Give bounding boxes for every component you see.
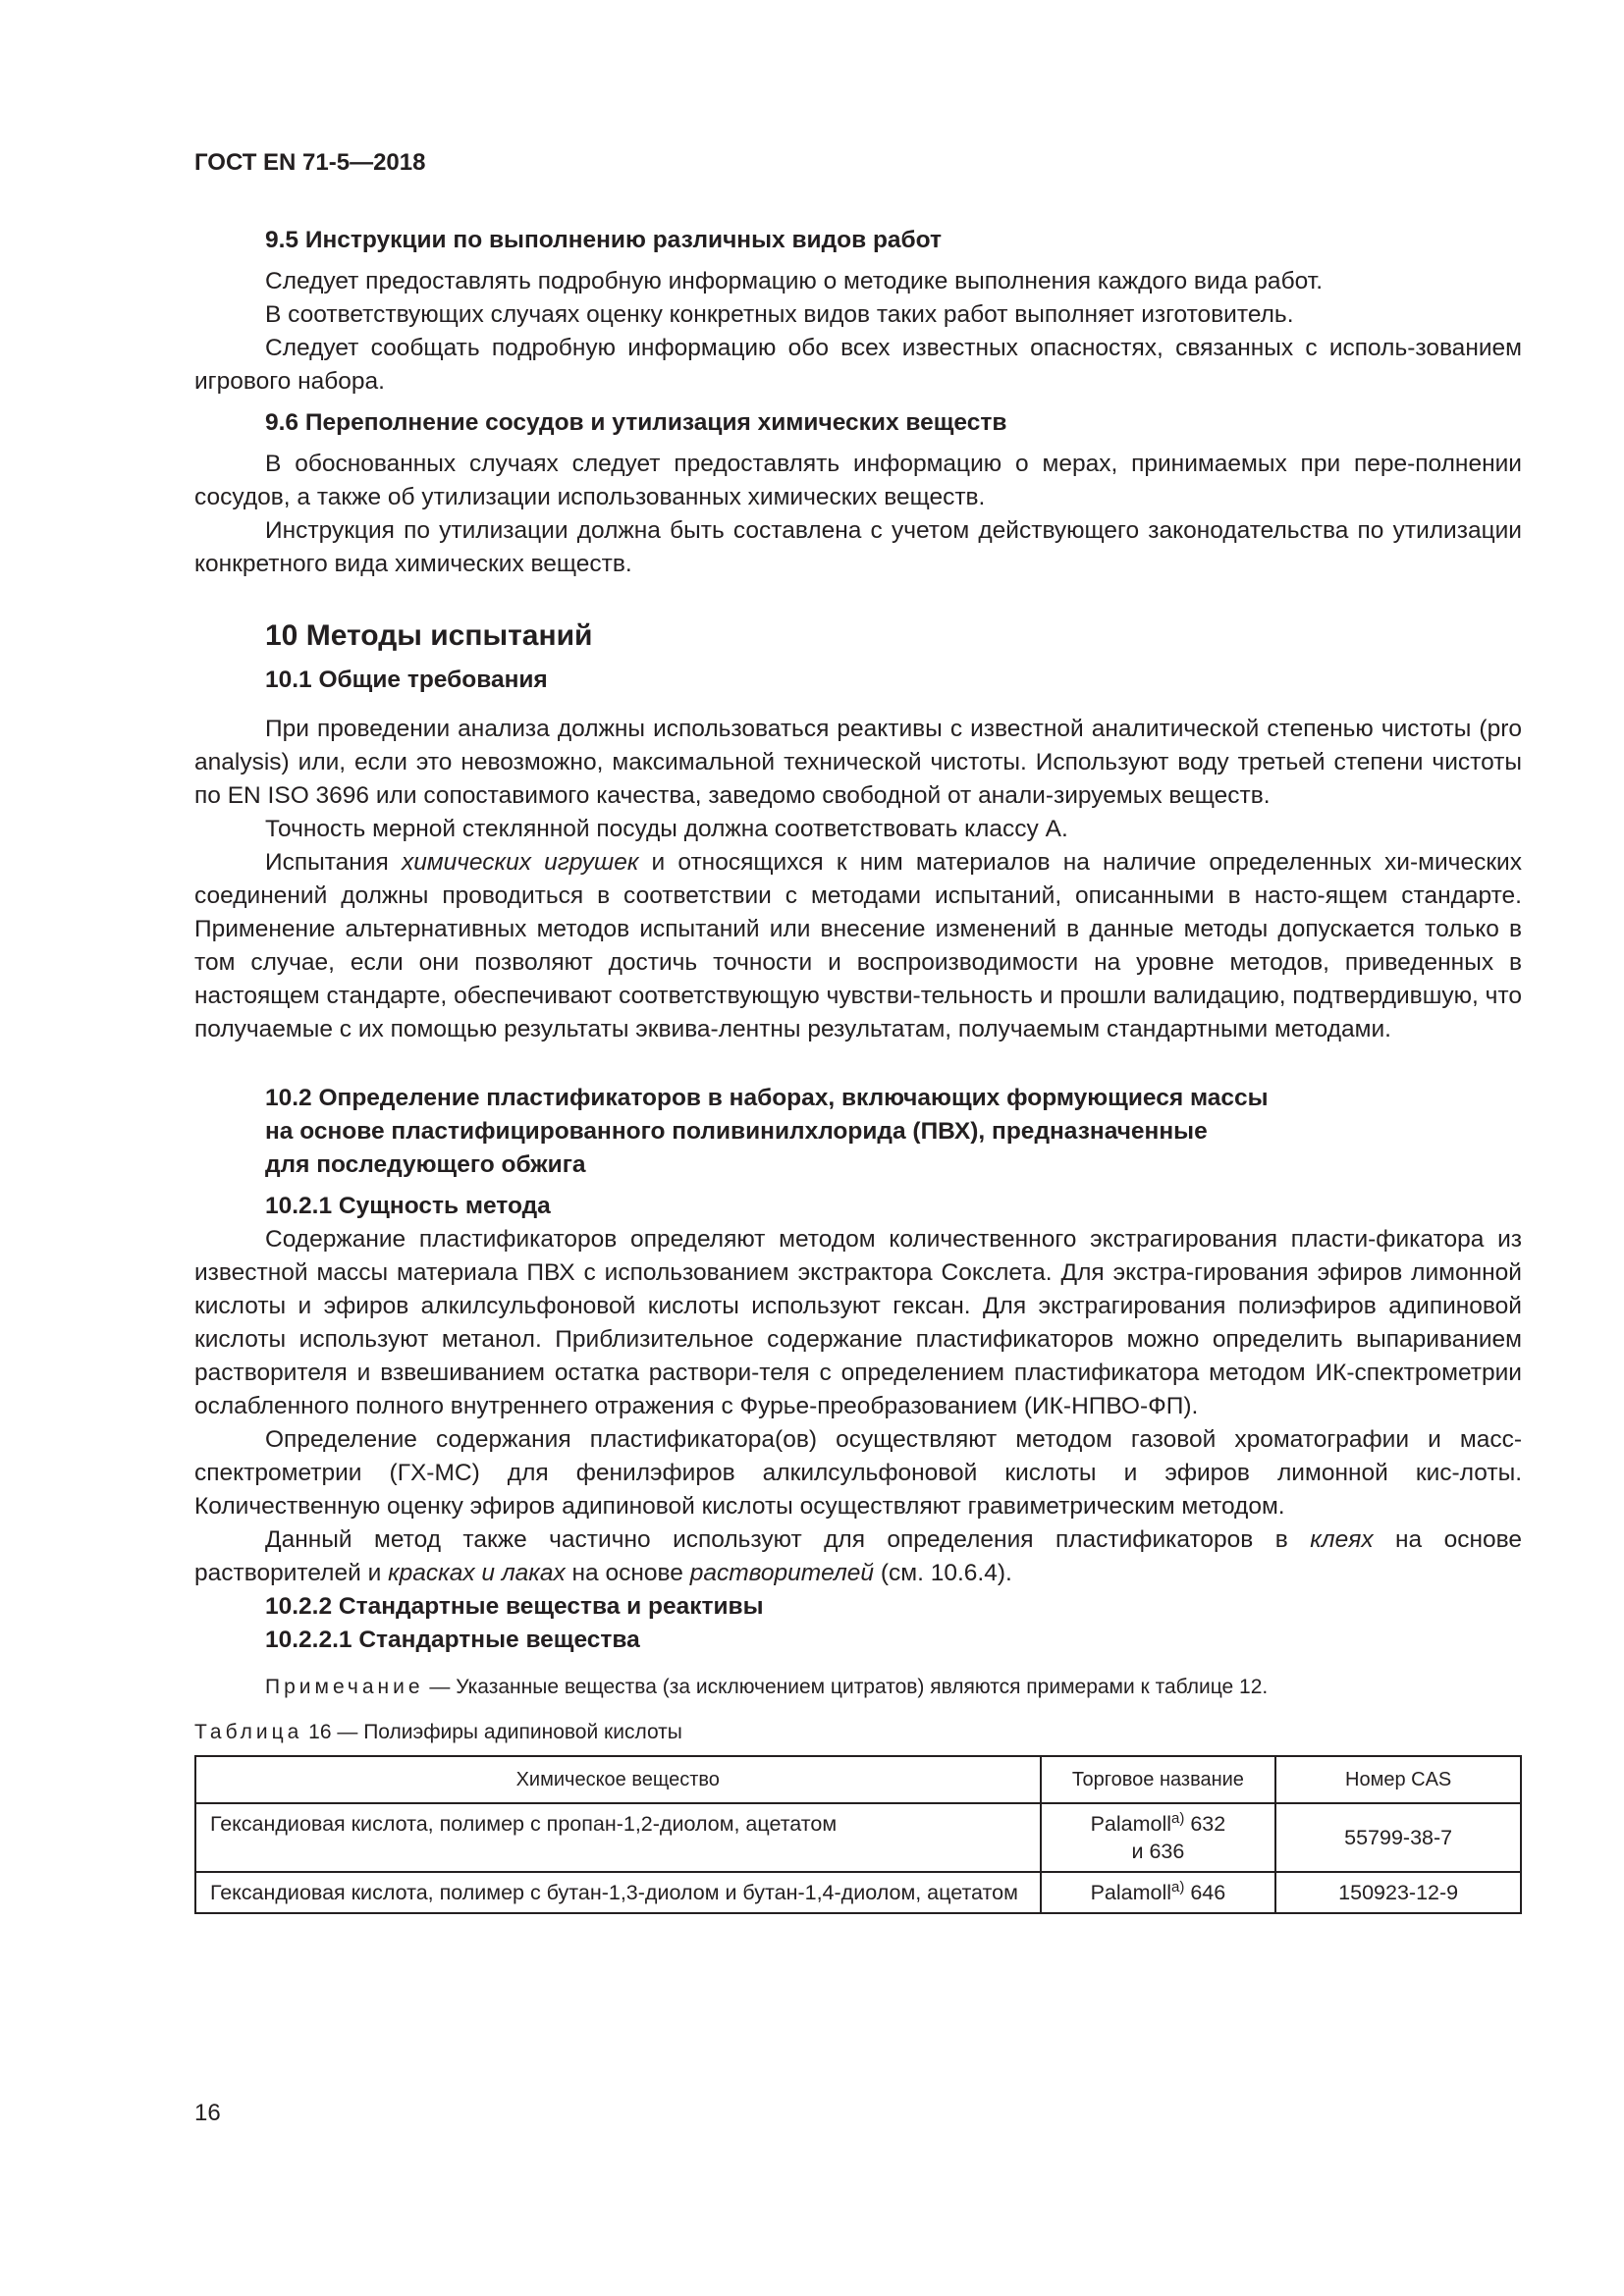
column-header: Номер CAS <box>1275 1756 1521 1803</box>
paragraph: Определение содержания пластификатора(ов) осуществляют методом газовой хроматографии и масс-спектрометрии (ГХ-МС) для фенилэфиров алкилсульфоновой кислоты и эфиров лимонной кис-лоты. Количественную оценку эфиров адипиновой кислоты осуществляют гравиметрическим методом. <box>194 1426 1522 1520</box>
paragraph <box>194 1523 1522 1590</box>
section-heading-10-2-1: 10.2.1 Сущность метода <box>265 1193 551 1219</box>
emphasis-term: растворителей <box>689 1560 875 1586</box>
document-header: ГОСТ EN 71-5—2018 <box>194 149 426 176</box>
paragraph <box>194 846 1522 1046</box>
table-16 <box>194 1755 1522 1914</box>
table-cell: 150923-12-9 <box>1275 1872 1521 1913</box>
table-cell: Гександиовая кислота, полимер с бутан-1,3-диолом и бутан-1,4-диолом, ацетатом <box>195 1872 1041 1913</box>
section-heading-10-2-2-1: 10.2.2.1 Стандартные вещества <box>265 1627 640 1653</box>
document-body <box>194 224 1522 1914</box>
table-cell: 55799-38-7 <box>1275 1803 1521 1872</box>
text-run: на основе растворителей и <box>194 1526 1522 1586</box>
heading-line: на основе пластифицированного поливинилхлорида (ПВХ), предназначенные <box>265 1118 1208 1145</box>
section-heading-10: 10 Методы испытаний <box>265 619 593 652</box>
paragraph: Следует сообщать подробную информацию обо всех известных опасностях, связанных с исполь-зованием игрового набора. <box>194 335 1522 395</box>
table-header-row <box>195 1756 1521 1803</box>
section-heading-10-2-2: 10.2.2 Стандартные вещества и реактивы <box>265 1593 764 1620</box>
note <box>194 1673 1522 1702</box>
section-heading-10-2 <box>194 1082 1522 1182</box>
paragraph: Инструкция по утилизации должна быть составлена с учетом действующего законодательства по утилизации конкретного вида химических веществ. <box>194 517 1522 577</box>
trade-name: Palamoll <box>1090 1881 1172 1904</box>
table-row <box>195 1872 1521 1913</box>
page-number: 16 <box>194 2100 221 2126</box>
text-run: Данный метод также частично используют для определения пластификаторов в <box>265 1526 1311 1553</box>
emphasis-term: химических игрушек <box>401 849 639 876</box>
note-label: Примечание <box>265 1676 424 1698</box>
note-text: — Указанные вещества (за исключением цитратов) являются примерами к таблице 12. <box>423 1676 1269 1698</box>
paragraph: Следует предоставлять подробную информацию о методике выполнения каждого вида работ. <box>265 268 1323 294</box>
emphasis-term: клеях <box>1310 1526 1374 1553</box>
text-run: и относящихся к ним материалов на наличие определенных хи-мических соединений должны проводиться в соответствии с методами испытаний, описанными в насто-ящем стандарте. Применение альтернативных методов испытаний или внесение изменений в данные методы допускается только в том случае, если они позволяют достичь точности и воспроизводимости на уровне методов, приведенных в настоящем стандарте, обеспечивают соответствующую чувстви-тельность и прошли валидацию, подтвердившую, что получаемые с их помощью результаты эквива-лентны результатам, получаемым стандартными методами. <box>194 849 1522 1042</box>
trade-name: Palamoll <box>1090 1812 1172 1836</box>
table-cell: Гександиовая кислота, полимер с пропан-1,2-диолом, ацетатом <box>195 1803 1041 1872</box>
text-run: (см. 10.6.4). <box>874 1560 1012 1586</box>
paragraph: В соответствующих случаях оценку конкретных видов таких работ выполняет изготовитель. <box>265 301 1294 328</box>
footnote-ref: а) <box>1171 1809 1185 1827</box>
section-heading-9-5: 9.5 Инструкции по выполнению различных видов работ <box>265 227 943 253</box>
text-run: на основе <box>565 1560 690 1586</box>
table-caption-label: Таблица <box>194 1721 303 1743</box>
paragraph: Содержание пластификаторов определяют методом количественного экстрагирования пласти-фикатора из известной массы материала ПВХ с использованием экстрактора Сокслета. Для экстра-гирования эфиров лимонной кислоты и эфиров алкилсульфоновой кислоты используют гексан. Для экстрагирования полиэфиров адипиновой кислоты используют метанол. Приблизительное содержание пластификаторов можно определить выпариванием растворителя и взвешиванием остатка раствори-теля с определением пластификатора методом ИК-спектрометрии ослабленного полного внутреннего отражения с Фурье-преобразованием (ИК-НПВО-ФП). <box>194 1226 1522 1419</box>
trade-number: 632 <box>1184 1812 1226 1836</box>
emphasis-term: красках и лаках <box>388 1560 566 1586</box>
paragraph: Точность мерной стеклянной посуды должна соответствовать классу А. <box>265 816 1068 842</box>
paragraph: При проведении анализа должны использоваться реактивы с известной аналитической степенью чистоты (pro analysis) или, если это невозможно, максимальной технической чистоты. Используют воду третьей степени чистоты по EN ISO 3696 или сопоставимого качества, заведомо свободной от анали-зируемых веществ. <box>194 716 1522 809</box>
trade-number-extra: и 636 <box>1131 1840 1185 1863</box>
trade-number: 646 <box>1184 1881 1226 1904</box>
table-row <box>195 1803 1521 1872</box>
column-header: Торговое название <box>1041 1756 1276 1803</box>
footnote-ref: а) <box>1171 1878 1185 1896</box>
table-caption-text: 16 — Полиэфиры адипиновой кислоты <box>302 1721 682 1743</box>
section-heading-10-1: 10.1 Общие требования <box>265 667 548 693</box>
text-run: Испытания <box>265 849 402 876</box>
table-cell <box>1041 1872 1276 1913</box>
column-header: Химическое вещество <box>195 1756 1041 1803</box>
table-cell <box>1041 1803 1276 1872</box>
heading-line: для последующего обжига <box>265 1151 586 1178</box>
heading-line: 10.2 Определение пластификаторов в наборах, включающих формующиеся массы <box>265 1085 1269 1111</box>
table-caption <box>194 1718 1522 1747</box>
section-heading-9-6: 9.6 Переполнение сосудов и утилизация химических веществ <box>265 409 1007 436</box>
paragraph: В обоснованных случаях следует предоставлять информацию о мерах, принимаемых при пере-полнении сосудов, а также об утилизации использованных химических веществ. <box>194 451 1522 510</box>
